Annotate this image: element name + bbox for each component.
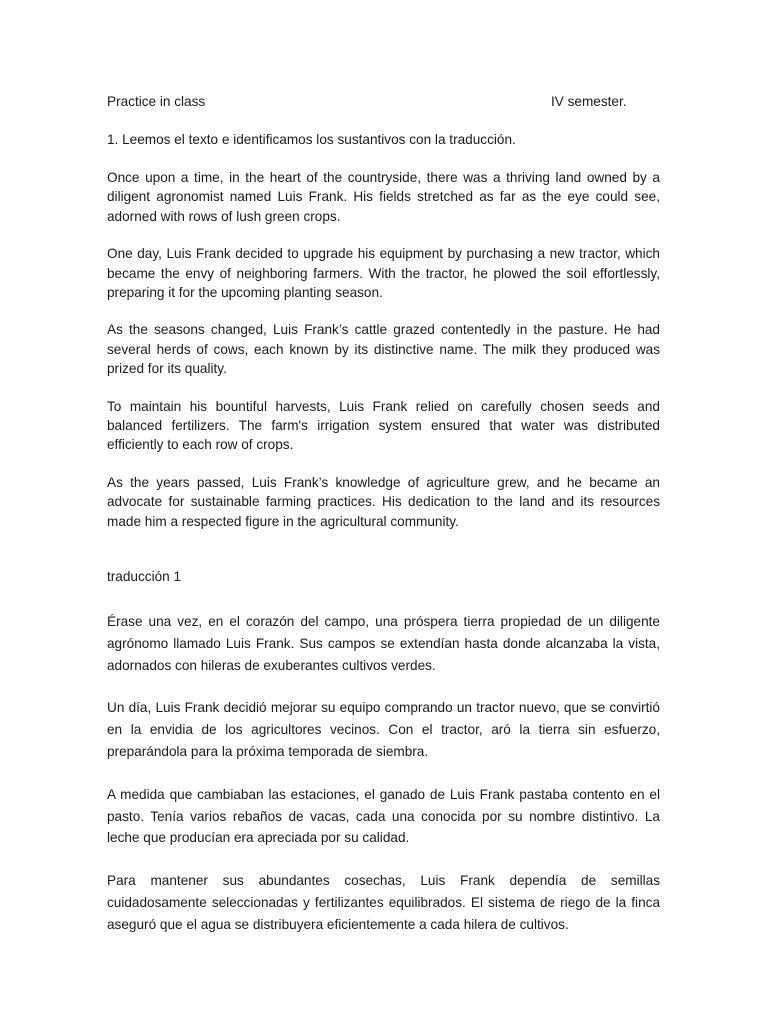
header-course-label: Practice in class: [107, 94, 206, 109]
document-page: [107, 92, 660, 936]
english-text: [107, 168, 660, 531]
english-paragraph: As the years passed, Luis Frank’s knowledge of agriculture grew, and he became an advocate for sustainable farming practices. His dedication to the land and its resources made him a respected figure in the agricultural community.: [107, 474, 660, 529]
spanish-paragraph: Un día, Luis Frank decidió mejorar su equipo comprando un tractor nuevo, que se convirtió en la envidia de los agricultores vecinos. Con el tractor, aró la tierra sin esfuerzo, preparándola para la próxima temporada de siembra.: [107, 700, 660, 760]
english-paragraph: Once upon a time, in the heart of the countryside, there was a thriving land owned by a diligent agronomist named Luis Frank. His fields stretched as far as the eye could see, adorned with rows of lush green crops.: [107, 170, 660, 224]
english-paragraph: As the seasons changed, Luis Frank’s cattle grazed contentedly in the pasture. He had several herds of cows, each known by its distinctive name. The milk they produced was prized for its quality.: [107, 322, 660, 377]
header-semester-label: IV semester.: [551, 94, 627, 109]
spanish-paragraph: Érase una vez, en el corazón del campo, una próspera tierra propiedad de un diligente agrónomo llamado Luis Frank. Sus campos se extendían hasta donde alcanzaba la vista, adornados con hileras de exuberantes cultivos verdes.: [107, 614, 660, 673]
spanish-paragraph: Para mantener sus abundantes cosechas, Luis Frank dependía de semillas cuidadosamente seleccionadas y fertilizantes equilibrados. El sistema de riego de la finca aseguró que el agua se distribuyera eficientemente a cada hilera de cultivos.: [107, 873, 660, 932]
instruction-text: 1. Leemos el texto e identificamos los sustantivos con la traducción.: [107, 132, 516, 147]
english-paragraph: To maintain his bountiful harvests, Luis Frank relied on carefully chosen seeds and balanced fertilizers. The farm's irrigation system ensured that water was distributed efficiently to each row of crops.: [107, 398, 660, 453]
translation-title: traducción 1: [107, 569, 182, 585]
header-row: [107, 92, 660, 112]
spanish-paragraph: A medida que cambiaban las estaciones, el ganado de Luis Frank pastaba contento en el pasto. Tenía varios rebaños de vacas, cada una conocida por su nombre distintivo. La leche que producían era apreciada por su calidad.: [107, 786, 660, 846]
spanish-text: [107, 611, 660, 936]
english-paragraph: One day, Luis Frank decided to upgrade his equipment by purchasing a new tractor, which became the envy of neighboring farmers. With the tractor, he plowed the soil effortlessly, preparing it for the upcoming planting season.: [107, 246, 660, 301]
